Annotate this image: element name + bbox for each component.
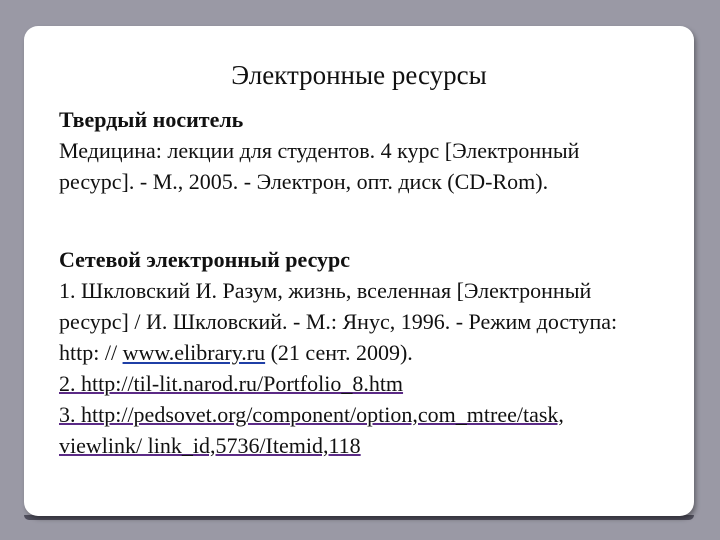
- citation-line-1: Медицина: лекции для студентов. 4 курс [Электронный: [59, 138, 580, 163]
- reference-1-line-1: 1. Шкловский И. Разум, жизнь, вселенная [Электронный: [59, 278, 592, 303]
- citation-line-2: ресурс]. - М., 2005. - Электрон, опт. диск (CD-Rom).: [59, 169, 549, 194]
- reference-1-date: (21 сент. 2009).: [265, 340, 413, 365]
- reference-3-link-line-2[interactable]: viewlink/ link_id,5736/Itemid,118: [59, 433, 361, 458]
- reference-2-link[interactable]: 2. http://til-lit.narod.ru/Portfolio_8.htm: [59, 371, 404, 396]
- slide-title: Электронные ресурсы: [231, 60, 487, 90]
- elibrary-link[interactable]: www.elibrary.ru: [122, 340, 266, 365]
- reference-1-line-3: [59, 337, 684, 368]
- reference-1-line-2: ресурс] / И. Шкловский. - М.: Янус, 1996. - Режим доступа:: [59, 309, 618, 334]
- section-spacer: [59, 197, 684, 244]
- reference-3-link-line-1[interactable]: 3. http://pedsovet.org/component/option,com_mtree/task,: [59, 402, 564, 427]
- section-heading-network-resource: Сетевой электронный ресурс: [59, 247, 351, 272]
- slide-card: [24, 26, 694, 516]
- section-heading-hard-media: Твердый носитель: [59, 107, 244, 132]
- reference-1-url-prefix: http: //: [59, 340, 123, 365]
- slide-content: [59, 104, 684, 461]
